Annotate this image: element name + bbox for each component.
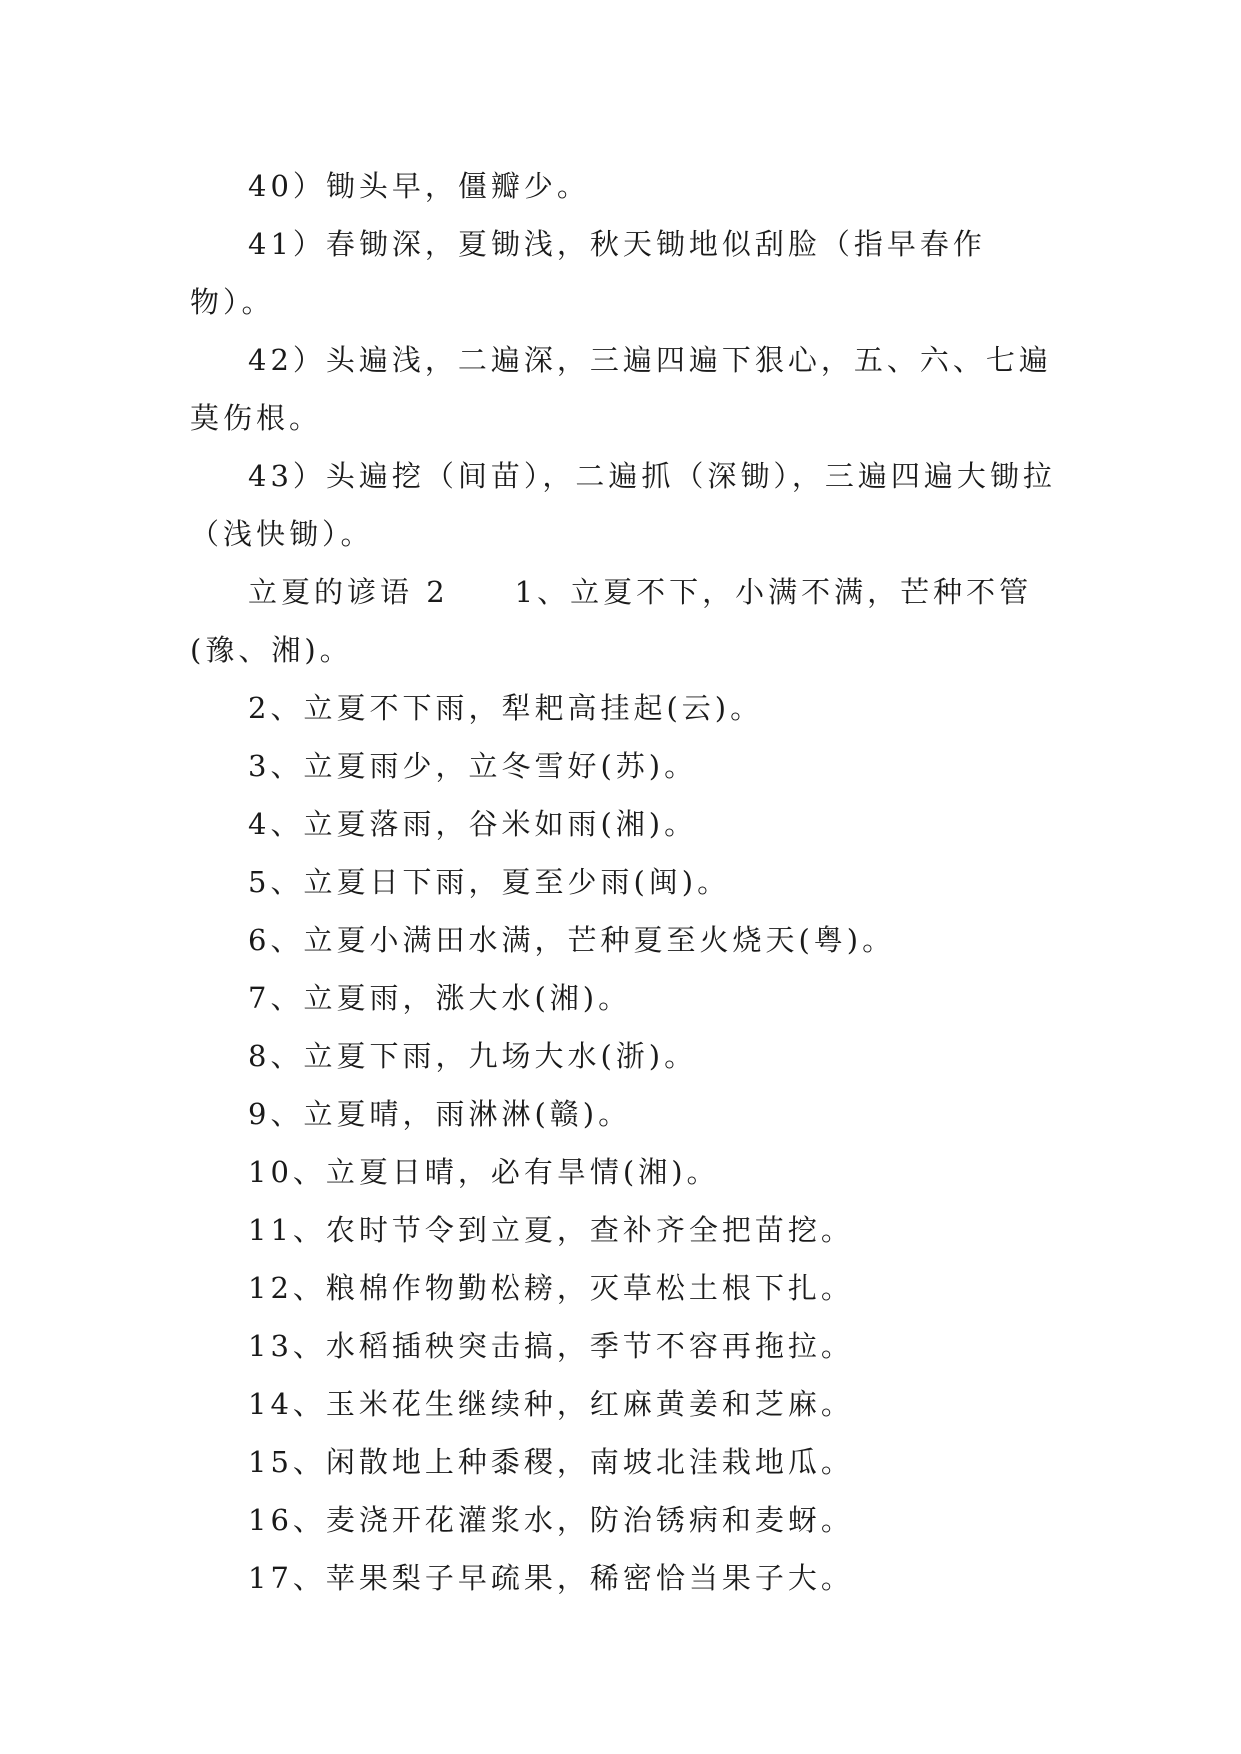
- lixia-proverb-10: 10、立夏日晴，必有旱情(湘)。: [248, 1155, 720, 1189]
- lixia-proverb-13: 13、水稻插秧突击搞，季节不容再拖拉。: [248, 1329, 854, 1363]
- proverb-43: 43）头遍挖（间苗），二遍抓（深锄），三遍四遍大锄拉（浅快锄）。: [190, 459, 1056, 551]
- lixia-proverb-4: 4、立夏落雨，谷米如雨(湘)。: [248, 807, 698, 841]
- proverb-42: 42）头遍浅，二遍深，三遍四遍下狠心，五、六、七遍莫伤根。: [190, 343, 1052, 435]
- lixia-proverb-7: 7、立夏雨，涨大水(湘)。: [248, 981, 632, 1015]
- lixia-proverb-9: 9、立夏晴，雨淋淋(赣)。: [248, 1097, 632, 1131]
- lixia-proverb-16: 16、麦浇开花灌浆水，防治锈病和麦蚜。: [248, 1503, 854, 1537]
- lixia-proverb-15: 15、闲散地上种黍稷，南坡北洼栽地瓜。: [248, 1445, 854, 1479]
- lixia-proverb-12: 12、粮棉作物勤松耪，灭草松土根下扎。: [248, 1271, 854, 1305]
- lixia-proverb-14: 14、玉米花生继续种，红麻黄姜和芝麻。: [248, 1387, 854, 1421]
- proverb-40: 40）锄头早，僵瓣少。: [248, 169, 590, 203]
- lixia-proverb-11: 11、农时节令到立夏，查补齐全把苗挖。: [248, 1213, 854, 1247]
- lixia-proverb-17: 17、苹果梨子早疏果，稀密恰当果子大。: [248, 1561, 854, 1595]
- lixia-proverb-6: 6、立夏小满田水满，芒种夏至火烧天(粤)。: [248, 923, 896, 957]
- proverb-41: 41）春锄深，夏锄浅，秋天锄地似刮脸（指早春作物）。: [190, 227, 986, 319]
- document-body: [190, 157, 1058, 1607]
- lixia-proverb-2: 2、立夏不下雨，犁耙高挂起(云)。: [248, 691, 764, 725]
- lixia-proverb-5: 5、立夏日下雨，夏至少雨(闽)。: [248, 865, 731, 899]
- lixia-proverb-8: 8、立夏下雨，九场大水(浙)。: [248, 1039, 698, 1073]
- lixia-proverb-3: 3、立夏雨少，立冬雪好(苏)。: [248, 749, 698, 783]
- section-heading-lixia-proverbs-2: 立夏的谚语 2 1、立夏不下，小满不满，芒种不管(豫、湘)。: [190, 575, 1033, 667]
